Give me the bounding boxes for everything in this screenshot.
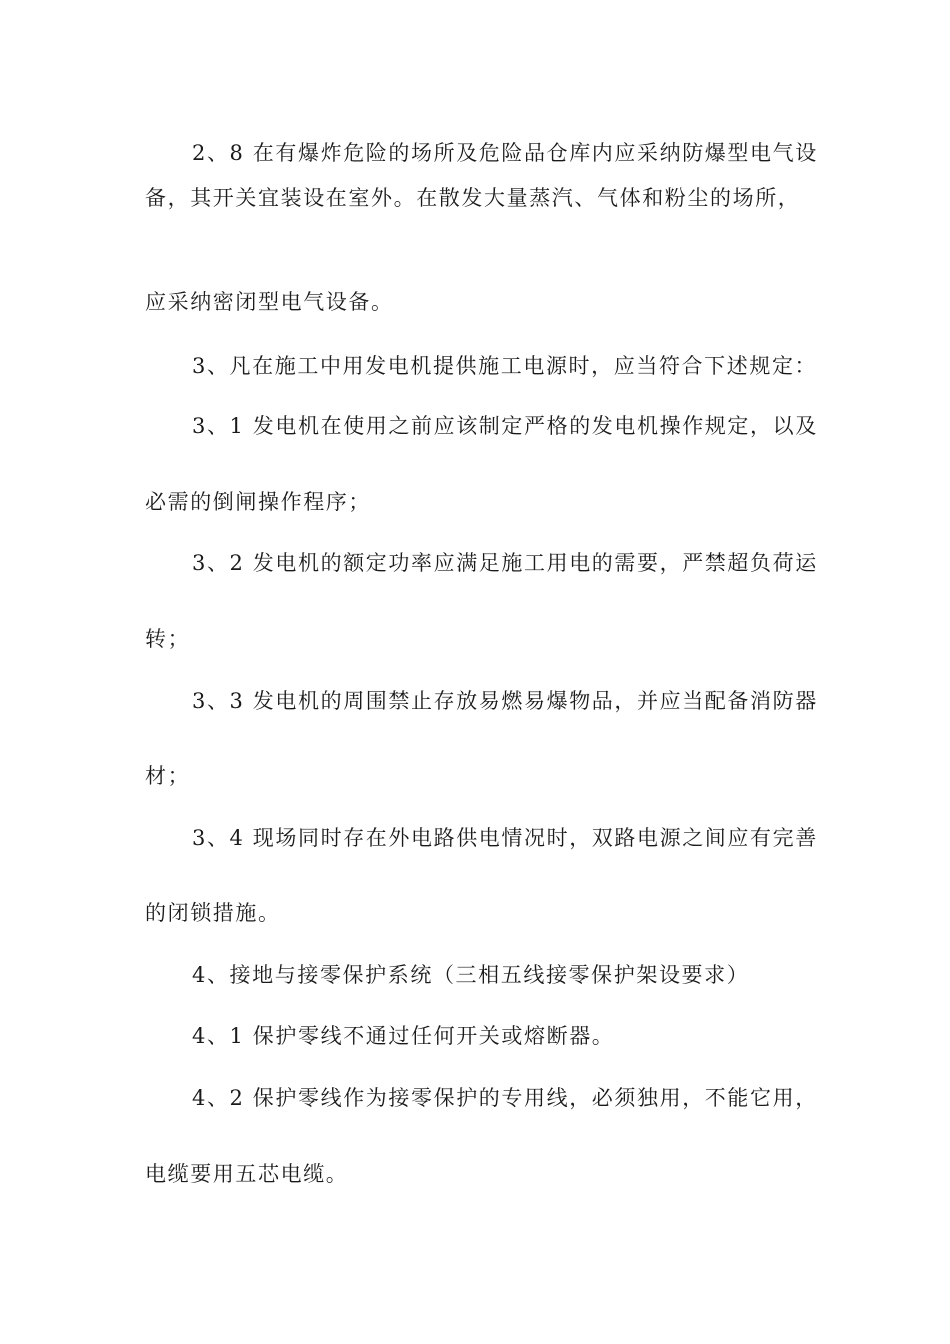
paragraph-3-line-1: 3、凡在施工中用发电机提供施工电源时，应当符合下述规定： (192, 354, 818, 378)
paragraph-3-4-line-1: 3、4 现场同时存在外电路供电情况时，双路电源之间应有完善 (192, 826, 818, 850)
paragraph-3-3-line-2: 材； (145, 764, 191, 788)
paragraph-3-2-line-2: 转； (145, 627, 191, 651)
paragraph-4-line-1: 4、接地与接零保护系统（三相五线接零保护架设要求） (192, 963, 750, 987)
paragraph-3-3-line-1: 3、3 发电机的周围禁止存放易燃易爆物品，并应当配备消防器 (192, 689, 818, 713)
paragraph-2-8-line-1: 2、8 在有爆炸危险的场所及危险品仓库内应采纳防爆型电气设 (192, 141, 818, 165)
paragraph-3-1-line-2: 必需的倒闸操作程序； (145, 490, 371, 514)
paragraph-4-2-line-2: 电缆要用五芯电缆。 (145, 1162, 349, 1186)
paragraph-3-2-line-1: 3、2 发电机的额定功率应满足施工用电的需要，严禁超负荷运 (192, 551, 818, 575)
paragraph-2-8-line-2: 备，其开关宜装设在室外。在散发大量蒸汽、气体和粉尘的场所， (145, 186, 801, 210)
paragraph-3-4-line-2: 的闭锁措施。 (145, 901, 281, 925)
paragraph-3-1-line-1: 3、1 发电机在使用之前应该制定严格的发电机操作规定，以及 (192, 414, 818, 438)
paragraph-2-8-line-3: 应采纳密闭型电气设备。 (145, 290, 394, 314)
paragraph-4-2-line-1: 4、2 保护零线作为接零保护的专用线，必须独用，不能它用， (192, 1086, 818, 1110)
paragraph-4-1-line-1: 4、1 保护零线不通过任何开关或熔断器。 (192, 1024, 615, 1048)
